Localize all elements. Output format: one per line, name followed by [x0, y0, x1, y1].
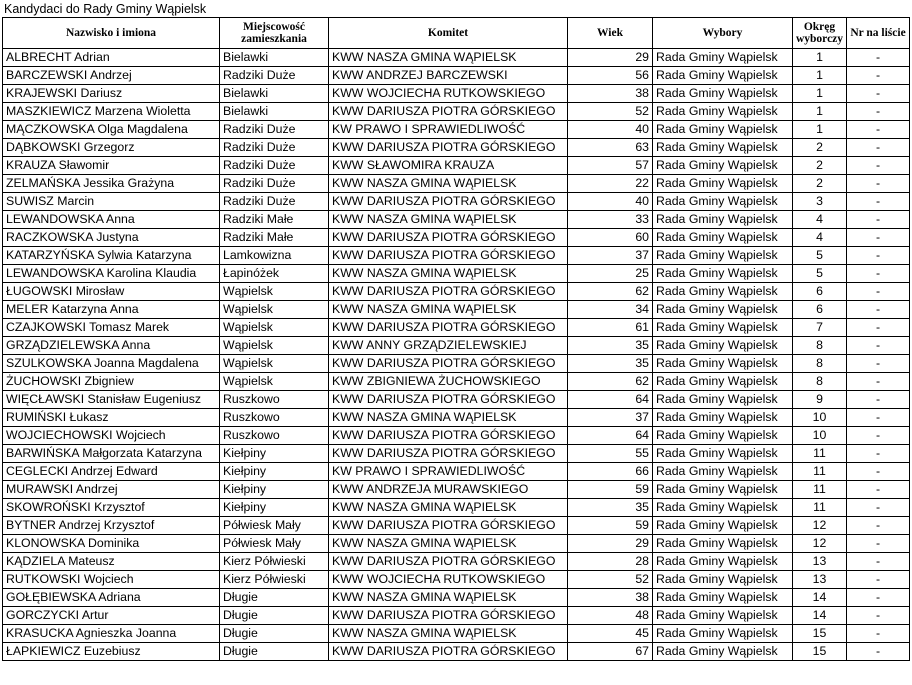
district-cell: 1	[793, 85, 847, 103]
election-cell: Rada Gminy Wąpielsk	[653, 103, 793, 121]
list-number-cell: -	[847, 265, 910, 283]
age-cell: 62	[568, 373, 653, 391]
locality-cell: Radziki Duże	[220, 193, 329, 211]
committee-cell: KWW DARIUSZA PIOTRA GÓRSKIEGO	[329, 643, 568, 661]
list-number-cell: -	[847, 373, 910, 391]
locality-cell: Bielawki	[220, 103, 329, 121]
locality-cell: Półwiesk Mały	[220, 517, 329, 535]
locality-cell: Kierz Półwieski	[220, 553, 329, 571]
district-cell: 1	[793, 49, 847, 67]
election-cell: Rada Gminy Wąpielsk	[653, 481, 793, 499]
table-row	[3, 337, 910, 355]
table-row	[3, 283, 910, 301]
candidate-name-cell: MĄCZKOWSKA Olga Magdalena	[3, 121, 220, 139]
table-row	[3, 139, 910, 157]
election-cell: Rada Gminy Wąpielsk	[653, 409, 793, 427]
candidate-name-cell: SUWISZ Marcin	[3, 193, 220, 211]
committee-cell: KWW NASZA GMINA WĄPIELSK	[329, 265, 568, 283]
committee-cell: KW PRAWO I SPRAWIEDLIWOŚĆ	[329, 463, 568, 481]
election-cell: Rada Gminy Wąpielsk	[653, 553, 793, 571]
district-cell: 1	[793, 121, 847, 139]
committee-cell: KWW DARIUSZA PIOTRA GÓRSKIEGO	[329, 103, 568, 121]
candidate-name-cell: BARCZEWSKI Andrzej	[3, 67, 220, 85]
district-cell: 10	[793, 409, 847, 427]
table-row	[3, 481, 910, 499]
election-cell: Rada Gminy Wąpielsk	[653, 643, 793, 661]
locality-cell: Długie	[220, 607, 329, 625]
election-cell: Rada Gminy Wąpielsk	[653, 121, 793, 139]
list-number-cell: -	[847, 337, 910, 355]
table-row	[3, 391, 910, 409]
committee-cell: KWW NASZA GMINA WĄPIELSK	[329, 589, 568, 607]
table-row	[3, 553, 910, 571]
age-cell: 52	[568, 103, 653, 121]
candidate-name-cell: RUMIŃSKI Łukasz	[3, 409, 220, 427]
candidate-name-cell: GRZĄDZIELEWSKA Anna	[3, 337, 220, 355]
committee-cell: KWW NASZA GMINA WĄPIELSK	[329, 625, 568, 643]
table-row	[3, 121, 910, 139]
election-cell: Rada Gminy Wąpielsk	[653, 589, 793, 607]
locality-cell: Radziki Duże	[220, 139, 329, 157]
age-cell: 48	[568, 607, 653, 625]
locality-cell: Długie	[220, 625, 329, 643]
list-number-cell: -	[847, 301, 910, 319]
district-cell: 15	[793, 643, 847, 661]
list-number-cell: -	[847, 517, 910, 535]
list-number-cell: -	[847, 103, 910, 121]
column-header-committee: Komitet	[329, 18, 568, 49]
committee-cell: KWW DARIUSZA PIOTRA GÓRSKIEGO	[329, 139, 568, 157]
column-header-election: Wybory	[653, 18, 793, 49]
district-cell: 15	[793, 625, 847, 643]
district-cell: 6	[793, 283, 847, 301]
locality-cell: Radziki Duże	[220, 121, 329, 139]
candidate-name-cell: LEWANDOWSKA Anna	[3, 211, 220, 229]
age-cell: 35	[568, 499, 653, 517]
locality-cell: Wąpielsk	[220, 337, 329, 355]
table-row	[3, 535, 910, 553]
table-row	[3, 607, 910, 625]
age-cell: 60	[568, 229, 653, 247]
candidate-name-cell: LEWANDOWSKA Karolina Klaudia	[3, 265, 220, 283]
locality-cell: Łapinóżek	[220, 265, 329, 283]
district-cell: 14	[793, 589, 847, 607]
list-number-cell: -	[847, 427, 910, 445]
list-number-cell: -	[847, 157, 910, 175]
table-row	[3, 175, 910, 193]
age-cell: 40	[568, 193, 653, 211]
locality-cell: Bielawki	[220, 49, 329, 67]
table-row	[3, 643, 910, 661]
list-number-cell: -	[847, 589, 910, 607]
list-number-cell: -	[847, 67, 910, 85]
page-title: Kandydaci do Rady Gminy Wąpielsk	[4, 2, 207, 16]
locality-cell: Radziki Duże	[220, 157, 329, 175]
election-cell: Rada Gminy Wąpielsk	[653, 445, 793, 463]
age-cell: 55	[568, 445, 653, 463]
column-header-age: Wiek	[568, 18, 653, 49]
list-number-cell: -	[847, 139, 910, 157]
committee-cell: KWW DARIUSZA PIOTRA GÓRSKIEGO	[329, 193, 568, 211]
district-cell: 13	[793, 553, 847, 571]
district-cell: 5	[793, 247, 847, 265]
candidate-name-cell: MURAWSKI Andrzej	[3, 481, 220, 499]
election-cell: Rada Gminy Wąpielsk	[653, 85, 793, 103]
candidate-name-cell: ŁAPKIEWICZ Euzebiusz	[3, 643, 220, 661]
election-cell: Rada Gminy Wąpielsk	[653, 49, 793, 67]
candidate-name-cell: KRAUZA Sławomir	[3, 157, 220, 175]
district-cell: 11	[793, 499, 847, 517]
district-cell: 2	[793, 175, 847, 193]
table-row	[3, 85, 910, 103]
committee-cell: KWW NASZA GMINA WĄPIELSK	[329, 175, 568, 193]
table-row	[3, 409, 910, 427]
election-cell: Rada Gminy Wąpielsk	[653, 265, 793, 283]
table-row	[3, 355, 910, 373]
locality-cell: Wąpielsk	[220, 373, 329, 391]
locality-cell: Ruszkowo	[220, 391, 329, 409]
table-row	[3, 373, 910, 391]
locality-cell: Ruszkowo	[220, 409, 329, 427]
committee-cell: KWW ANNY GRZĄDZIELEWSKIEJ	[329, 337, 568, 355]
committee-cell: KWW DARIUSZA PIOTRA GÓRSKIEGO	[329, 607, 568, 625]
age-cell: 37	[568, 409, 653, 427]
committee-cell: KWW SŁAWOMIRA KRAUZA	[329, 157, 568, 175]
table-row	[3, 571, 910, 589]
district-cell: 4	[793, 211, 847, 229]
committee-cell: KWW NASZA GMINA WĄPIELSK	[329, 499, 568, 517]
table-row	[3, 211, 910, 229]
district-cell: 2	[793, 157, 847, 175]
candidate-name-cell: GOŁĘBIEWSKA Adriana	[3, 589, 220, 607]
locality-cell: Ruszkowo	[220, 427, 329, 445]
locality-cell: Radziki Duże	[220, 67, 329, 85]
list-number-cell: -	[847, 355, 910, 373]
election-cell: Rada Gminy Wąpielsk	[653, 283, 793, 301]
list-number-cell: -	[847, 571, 910, 589]
age-cell: 34	[568, 301, 653, 319]
committee-cell: KWW DARIUSZA PIOTRA GÓRSKIEGO	[329, 355, 568, 373]
district-cell: 10	[793, 427, 847, 445]
table-body	[3, 49, 910, 661]
table-row	[3, 517, 910, 535]
committee-cell: KWW NASZA GMINA WĄPIELSK	[329, 535, 568, 553]
locality-cell: Radziki Małe	[220, 229, 329, 247]
locality-cell: Radziki Małe	[220, 211, 329, 229]
list-number-cell: -	[847, 229, 910, 247]
district-cell: 13	[793, 571, 847, 589]
election-cell: Rada Gminy Wąpielsk	[653, 157, 793, 175]
list-number-cell: -	[847, 49, 910, 67]
district-cell: 12	[793, 535, 847, 553]
locality-cell: Kiełpiny	[220, 445, 329, 463]
election-cell: Rada Gminy Wąpielsk	[653, 607, 793, 625]
age-cell: 33	[568, 211, 653, 229]
locality-cell: Półwiesk Mały	[220, 535, 329, 553]
table-row	[3, 49, 910, 67]
column-header-list-number: Nr na liście	[847, 18, 910, 49]
list-number-cell: -	[847, 481, 910, 499]
candidate-name-cell: KRAJEWSKI Dariusz	[3, 85, 220, 103]
committee-cell: KWW NASZA GMINA WĄPIELSK	[329, 301, 568, 319]
committee-cell: KWW DARIUSZA PIOTRA GÓRSKIEGO	[329, 283, 568, 301]
candidate-name-cell: ZELMAŃSKA Jessika Grażyna	[3, 175, 220, 193]
election-cell: Rada Gminy Wąpielsk	[653, 229, 793, 247]
candidate-name-cell: BARWIŃSKA Małgorzata Katarzyna	[3, 445, 220, 463]
district-cell: 8	[793, 355, 847, 373]
column-header-locality: Miejscowość zamieszkania	[220, 18, 329, 49]
column-header-district: Okręg wyborczy	[793, 18, 847, 49]
election-cell: Rada Gminy Wąpielsk	[653, 625, 793, 643]
age-cell: 28	[568, 553, 653, 571]
candidate-name-cell: MASZKIEWICZ Marzena Wioletta	[3, 103, 220, 121]
age-cell: 37	[568, 247, 653, 265]
candidate-name-cell: KLONOWSKA Dominika	[3, 535, 220, 553]
district-cell: 1	[793, 103, 847, 121]
locality-cell: Wąpielsk	[220, 355, 329, 373]
committee-cell: KW PRAWO I SPRAWIEDLIWOŚĆ	[329, 121, 568, 139]
locality-cell: Kiełpiny	[220, 499, 329, 517]
district-cell: 3	[793, 193, 847, 211]
locality-cell: Bielawki	[220, 85, 329, 103]
candidates-table	[2, 17, 910, 661]
committee-cell: KWW DARIUSZA PIOTRA GÓRSKIEGO	[329, 553, 568, 571]
age-cell: 29	[568, 535, 653, 553]
table-row	[3, 103, 910, 121]
candidate-name-cell: RUTKOWSKI Wojciech	[3, 571, 220, 589]
election-cell: Rada Gminy Wąpielsk	[653, 463, 793, 481]
candidate-name-cell: RACZKOWSKA Justyna	[3, 229, 220, 247]
age-cell: 61	[568, 319, 653, 337]
district-cell: 8	[793, 337, 847, 355]
candidate-name-cell: MELER Katarzyna Anna	[3, 301, 220, 319]
locality-cell: Wąpielsk	[220, 301, 329, 319]
election-cell: Rada Gminy Wąpielsk	[653, 373, 793, 391]
list-number-cell: -	[847, 607, 910, 625]
list-number-cell: -	[847, 319, 910, 337]
district-cell: 5	[793, 265, 847, 283]
committee-cell: KWW WOJCIECHA RUTKOWSKIEGO	[329, 571, 568, 589]
list-number-cell: -	[847, 85, 910, 103]
election-cell: Rada Gminy Wąpielsk	[653, 301, 793, 319]
committee-cell: KWW DARIUSZA PIOTRA GÓRSKIEGO	[329, 427, 568, 445]
election-cell: Rada Gminy Wąpielsk	[653, 535, 793, 553]
list-number-cell: -	[847, 535, 910, 553]
table-row	[3, 445, 910, 463]
table-row	[3, 463, 910, 481]
committee-cell: KWW NASZA GMINA WĄPIELSK	[329, 211, 568, 229]
age-cell: 57	[568, 157, 653, 175]
list-number-cell: -	[847, 553, 910, 571]
table-row	[3, 625, 910, 643]
age-cell: 35	[568, 337, 653, 355]
table-row	[3, 67, 910, 85]
table-row	[3, 589, 910, 607]
district-cell: 11	[793, 481, 847, 499]
candidate-name-cell: WIĘCŁAWSKI Stanisław Eugeniusz	[3, 391, 220, 409]
candidate-name-cell: CZAJKOWSKI Tomasz Marek	[3, 319, 220, 337]
district-cell: 8	[793, 373, 847, 391]
list-number-cell: -	[847, 247, 910, 265]
locality-cell: Kiełpiny	[220, 481, 329, 499]
age-cell: 22	[568, 175, 653, 193]
age-cell: 63	[568, 139, 653, 157]
election-cell: Rada Gminy Wąpielsk	[653, 139, 793, 157]
age-cell: 67	[568, 643, 653, 661]
candidate-name-cell: CEGLECKI Andrzej Edward	[3, 463, 220, 481]
committee-cell: KWW NASZA GMINA WĄPIELSK	[329, 409, 568, 427]
candidate-name-cell: SKOWROŃSKI Krzysztof	[3, 499, 220, 517]
table-row	[3, 193, 910, 211]
committee-cell: KWW ANDRZEJ BARCZEWSKI	[329, 67, 568, 85]
district-cell: 14	[793, 607, 847, 625]
list-number-cell: -	[847, 121, 910, 139]
list-number-cell: -	[847, 283, 910, 301]
election-cell: Rada Gminy Wąpielsk	[653, 427, 793, 445]
locality-cell: Lamkowizna	[220, 247, 329, 265]
age-cell: 45	[568, 625, 653, 643]
age-cell: 40	[568, 121, 653, 139]
table-row	[3, 301, 910, 319]
committee-cell: KWW NASZA GMINA WĄPIELSK	[329, 49, 568, 67]
list-number-cell: -	[847, 463, 910, 481]
age-cell: 29	[568, 49, 653, 67]
locality-cell: Kiełpiny	[220, 463, 329, 481]
table-row	[3, 229, 910, 247]
candidate-name-cell: ŁUGOWSKI Mirosław	[3, 283, 220, 301]
committee-cell: KWW DARIUSZA PIOTRA GÓRSKIEGO	[329, 391, 568, 409]
age-cell: 62	[568, 283, 653, 301]
list-number-cell: -	[847, 625, 910, 643]
election-cell: Rada Gminy Wąpielsk	[653, 175, 793, 193]
locality-cell: Długie	[220, 589, 329, 607]
candidate-name-cell: ALBRECHT Adrian	[3, 49, 220, 67]
table-row	[3, 499, 910, 517]
age-cell: 25	[568, 265, 653, 283]
age-cell: 59	[568, 517, 653, 535]
candidate-name-cell: SZULKOWSKA Joanna Magdalena	[3, 355, 220, 373]
committee-cell: KWW DARIUSZA PIOTRA GÓRSKIEGO	[329, 445, 568, 463]
locality-cell: Wąpielsk	[220, 319, 329, 337]
age-cell: 52	[568, 571, 653, 589]
table-row	[3, 247, 910, 265]
district-cell: 2	[793, 139, 847, 157]
candidate-name-cell: KRASUCKA Agnieszka Joanna	[3, 625, 220, 643]
list-number-cell: -	[847, 391, 910, 409]
list-number-cell: -	[847, 193, 910, 211]
candidate-name-cell: ŻUCHOWSKI Zbigniew	[3, 373, 220, 391]
district-cell: 1	[793, 67, 847, 85]
district-cell: 6	[793, 301, 847, 319]
list-number-cell: -	[847, 643, 910, 661]
list-number-cell: -	[847, 409, 910, 427]
table-row	[3, 157, 910, 175]
table-row	[3, 265, 910, 283]
list-number-cell: -	[847, 445, 910, 463]
age-cell: 38	[568, 589, 653, 607]
age-cell: 64	[568, 391, 653, 409]
committee-cell: KWW ZBIGNIEWA ŻUCHOWSKIEGO	[329, 373, 568, 391]
committee-cell: KWW WOJCIECHA RUTKOWSKIEGO	[329, 85, 568, 103]
candidate-name-cell: GORCZYCKI Artur	[3, 607, 220, 625]
table-row	[3, 319, 910, 337]
candidate-name-cell: DĄBKOWSKI Grzegorz	[3, 139, 220, 157]
election-cell: Rada Gminy Wąpielsk	[653, 193, 793, 211]
district-cell: 11	[793, 463, 847, 481]
age-cell: 38	[568, 85, 653, 103]
age-cell: 59	[568, 481, 653, 499]
committee-cell: KWW DARIUSZA PIOTRA GÓRSKIEGO	[329, 229, 568, 247]
candidate-name-cell: KATARZYŃSKA Sylwia Katarzyna	[3, 247, 220, 265]
election-cell: Rada Gminy Wąpielsk	[653, 499, 793, 517]
district-cell: 11	[793, 445, 847, 463]
election-cell: Rada Gminy Wąpielsk	[653, 571, 793, 589]
district-cell: 4	[793, 229, 847, 247]
list-number-cell: -	[847, 499, 910, 517]
election-cell: Rada Gminy Wąpielsk	[653, 355, 793, 373]
election-cell: Rada Gminy Wąpielsk	[653, 337, 793, 355]
election-cell: Rada Gminy Wąpielsk	[653, 211, 793, 229]
locality-cell: Kierz Półwieski	[220, 571, 329, 589]
election-cell: Rada Gminy Wąpielsk	[653, 67, 793, 85]
age-cell: 64	[568, 427, 653, 445]
list-number-cell: -	[847, 175, 910, 193]
locality-cell: Radziki Duże	[220, 175, 329, 193]
column-header-name: Nazwisko i imiona	[3, 18, 220, 49]
age-cell: 66	[568, 463, 653, 481]
committee-cell: KWW DARIUSZA PIOTRA GÓRSKIEGO	[329, 319, 568, 337]
locality-cell: Długie	[220, 643, 329, 661]
locality-cell: Wąpielsk	[220, 283, 329, 301]
district-cell: 12	[793, 517, 847, 535]
age-cell: 56	[568, 67, 653, 85]
committee-cell: KWW DARIUSZA PIOTRA GÓRSKIEGO	[329, 517, 568, 535]
table-row	[3, 427, 910, 445]
committee-cell: KWW ANDRZEJA MURAWSKIEGO	[329, 481, 568, 499]
district-cell: 7	[793, 319, 847, 337]
election-cell: Rada Gminy Wąpielsk	[653, 319, 793, 337]
district-cell: 9	[793, 391, 847, 409]
candidate-name-cell: BYTNER Andrzej Krzysztof	[3, 517, 220, 535]
election-cell: Rada Gminy Wąpielsk	[653, 517, 793, 535]
candidate-name-cell: WOJCIECHOWSKI Wojciech	[3, 427, 220, 445]
committee-cell: KWW DARIUSZA PIOTRA GÓRSKIEGO	[329, 247, 568, 265]
age-cell: 35	[568, 355, 653, 373]
candidate-name-cell: KĄDZIELA Mateusz	[3, 553, 220, 571]
list-number-cell: -	[847, 211, 910, 229]
header-row	[3, 18, 910, 49]
election-cell: Rada Gminy Wąpielsk	[653, 391, 793, 409]
election-cell: Rada Gminy Wąpielsk	[653, 247, 793, 265]
